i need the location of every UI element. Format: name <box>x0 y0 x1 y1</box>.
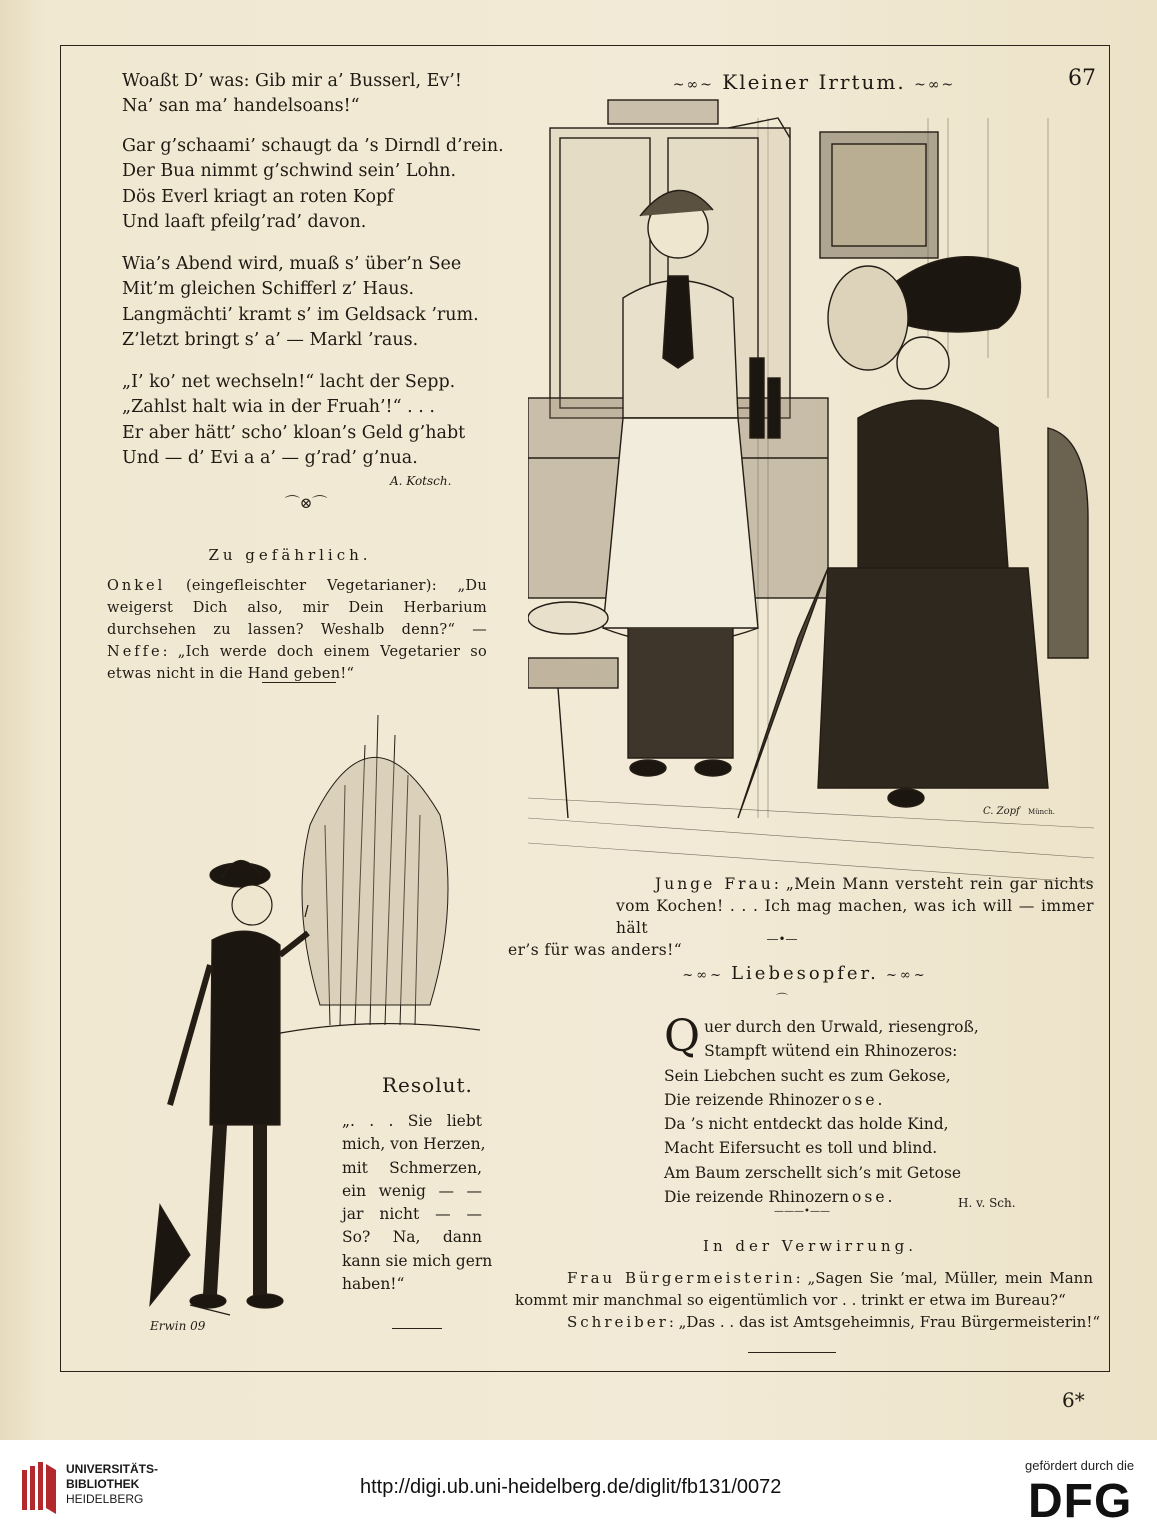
resolut-text: „. . . Sie liebt mich, von Herzen, mit Schmerzen, ein wenig — — jar nicht — — So? Na, dann kann sie mich gern haben!“ <box>342 1112 493 1294</box>
page-number: 67 <box>1068 66 1096 91</box>
liebesopfer-title: ~∞~ Liebesopfer. ~∞~ <box>682 963 928 984</box>
books-on-cupboard <box>608 100 718 124</box>
divider-rule <box>262 682 336 683</box>
poem1-stanza3: Wia’s Abend wird, muaß s’ über’n See Mit’m gleichen Schifferl z’ Haus. Langmächti’ kramt s’ im Geldsack ’rum. Z’letzt bringt s’ a’ — Markl ’raus. <box>122 254 479 350</box>
illustration-kleiner-irrtum <box>528 98 1094 890</box>
bowl <box>528 602 608 634</box>
drop-cap: Q <box>664 1011 701 1062</box>
library-name: UNIVERSITÄTS- BIBLIOTHEK HEIDELBERG <box>66 1462 159 1506</box>
artist-signature-main-sub: Münch. <box>1028 808 1055 816</box>
zu-gefaehrlich-text: Onkel (eingefleischter Vegetarianer): „Du weigerst Dich also, mir Dein Herbarium durchsehen zu lassen? Weshalb denn?“ — Neffe: „Ich werde doch einem Vegetarier so etwas nicht in die Hand geben!“ <box>107 578 487 682</box>
speaker-buergermeisterin: Frau Bürgermeisterin <box>567 1269 796 1287</box>
title-ornament-left: ~∞~ <box>672 77 714 93</box>
divider-rule-3 <box>392 1328 442 1329</box>
verwirrung-title: In der Verwirrung. <box>703 1237 917 1255</box>
page-title <box>664 70 964 94</box>
bottle <box>750 358 764 438</box>
divider-ornament-3: ⌒ <box>775 992 788 1006</box>
speaker-onkel: Onkel <box>107 578 166 594</box>
trees <box>302 715 448 1025</box>
caption-kleiner-irrtum: Junge Frau: „Mein Mann versteht rein gar nichts vom Kochen! . . . Ich mag machen, was ich will — immer hält er’s für was anders!“ <box>508 875 1095 959</box>
page-signature: 6* <box>1062 1388 1085 1412</box>
artist-signature-small: Erwin 09 <box>150 1319 206 1333</box>
divider-rule-2 <box>748 1352 836 1353</box>
poem1-stanza1: Woaßt D’ was: Gib mir a’ Busserl, Ev’! Na’ san ma’ handelsoans!“ <box>122 71 462 117</box>
speaker-neffe: Neffe <box>107 644 163 660</box>
source-url[interactable]: http://digi.ub.uni-heidelberg.de/diglit/fb131/0072 <box>360 1476 782 1498</box>
title-ornament-right: ~∞~ <box>914 77 956 93</box>
library-logo-icon <box>18 1460 58 1516</box>
divider-ornament-4: ———•—— <box>774 1206 830 1217</box>
dfg-logo: DFG <box>1028 1475 1133 1528</box>
liebesopfer-author: H. v. Sch. <box>958 1196 1016 1210</box>
divider-ornament-2: —•— <box>766 932 798 946</box>
divider-ornament: ⌒⊗⌒ <box>284 494 328 512</box>
verwirrung-dialogue: Frau Bürgermeisterin: „Sagen Sie ’mal, Müller, mein Mann kommt mir manchmal so eigentümlich vor . . trinkt er etwa im Bureau?“ Schreiber: „Das . . das ist Amtsgeheimnis, Frau Bürgermeisterin!“ <box>515 1269 1101 1331</box>
speaker-schreiber: Schreiber <box>567 1313 669 1331</box>
ground-line <box>270 1024 480 1035</box>
liebesopfer-stanza1: Q uer durch den Urwald, riesengroß, Stampft wütend ein Rhinozeros: Sein Liebchen sucht es zum Gekose, Die reizende Rhinozerose. <box>664 1011 979 1110</box>
artist-signature-main: C. Zopf <box>983 806 1020 817</box>
speaker-junge-frau: Junge Frau <box>655 875 774 893</box>
liebesopfer-stanza2: Da ’s nicht entdeckt das holde Kind, Macht Eifersucht es toll und blind. Am Baum zerschellt sich’s mit Getose Die reizende Rhinozernose. <box>664 1115 962 1207</box>
funded-by-note: gefördert durch die <box>1025 1458 1135 1473</box>
man-figure <box>170 860 308 1308</box>
page-title-text: Kleiner Irrtum. <box>722 70 906 94</box>
armchair <box>1048 428 1088 658</box>
side-table <box>528 658 618 688</box>
resolut-title: Resolut. <box>382 1073 473 1097</box>
poem1-stanza2: Gar g’schaami’ schaugt da ’s Dirndl d’rein. Der Bua nimmt g’schwind sein’ Lohn. Dös Everl kriagt an roten Kopf Und laaft pfeilg’rad’ davon. <box>122 136 504 232</box>
poem1-author: A. Kotsch. <box>390 474 452 488</box>
dropped-umbrella <box>150 1205 190 1305</box>
poem1-stanza4: „I’ ko’ net wechseln!“ lacht der Sepp. „Zahlst halt wia in der Fruah’!“ . . . Er aber hätt’ scho’ kloan’s Geld g’habt Und — d’ Evi a a’ — g’rad’ g’nua. <box>122 372 466 468</box>
zu-gefaehrlich-title: Zu gefährlich. <box>208 546 372 564</box>
